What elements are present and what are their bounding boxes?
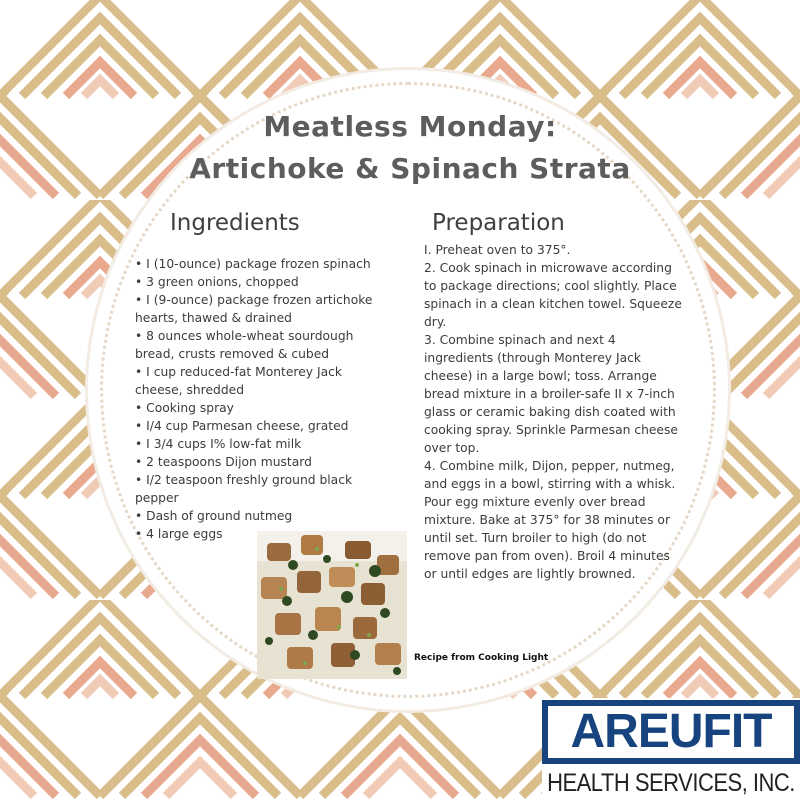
- preparation-step: 2. Cook spinach in microwave according to package directions; cool slightly. Place spinach in a clean kitchen towel. Squeeze dry.: [424, 261, 682, 329]
- recipe-credit: Recipe from Cooking Light: [414, 653, 549, 663]
- ingredients-list: [135, 255, 390, 543]
- ingredient-item: • 2 teaspoons Dijon mustard: [135, 453, 390, 471]
- ingredient-item: • Cooking spray: [135, 399, 390, 417]
- preparation-step: 4. Combine milk, Dijon, pepper, nutmeg, and eggs in a bowl, stirring with a whisk. Pour egg mixture evenly over bread mixture. Bake at 375° for 38 minutes or until set. Turn broiler to high (do not remove pan from oven). Broil 4 minutes or until edges are lightly browned.: [424, 459, 676, 581]
- title-line-1: Meatless Monday:: [263, 110, 557, 143]
- ingredient-item: • I 3/4 cups I% low-fat milk: [135, 435, 390, 453]
- ingredient-item: • I (9-ounce) package frozen artichoke hearts, thawed & drained: [135, 291, 390, 327]
- preparation-step: I. Preheat oven to 375°.: [424, 243, 571, 257]
- ingredient-item: • 4 large eggs: [135, 525, 390, 543]
- ingredient-item: • 3 green onions, chopped: [135, 273, 390, 291]
- ingredient-item: • I/4 cup Parmesan cheese, grated: [135, 417, 390, 435]
- preparation-steps: [424, 241, 686, 583]
- strata-photo: [257, 531, 407, 679]
- ingredient-item: • I cup reduced-fat Monterey Jack cheese, shredded: [135, 363, 390, 399]
- title-line-2: Artichoke & Spinach Strata: [189, 152, 631, 185]
- logo-wordmark-box: [542, 700, 800, 764]
- ingredients-heading: Ingredients: [170, 210, 300, 236]
- ingredient-item: • I (10-ounce) package frozen spinach: [135, 255, 390, 273]
- logo-wordmark: AREUFIT: [548, 706, 794, 758]
- company-logo: [542, 698, 800, 800]
- ingredient-item: • Dash of ground nutmeg: [135, 507, 390, 525]
- preparation-step: 3. Combine spinach and next 4 ingredients (through Monterey Jack cheese) in a large bowl; toss. Arrange bread mixture in a broiler-safe II x 7-inch glass or ceramic baking dish coated with cooking spray. Sprinkle Parmesan cheese over top.: [424, 333, 678, 455]
- ingredient-item: • 8 ounces whole-wheat sourdough bread, crusts removed & cubed: [135, 327, 390, 363]
- preparation-heading: Preparation: [432, 210, 565, 236]
- ingredient-item: • I/2 teaspoon freshly ground black pepper: [135, 471, 390, 507]
- logo-subtitle: HEALTH SERVICES, INC.: [547, 768, 795, 797]
